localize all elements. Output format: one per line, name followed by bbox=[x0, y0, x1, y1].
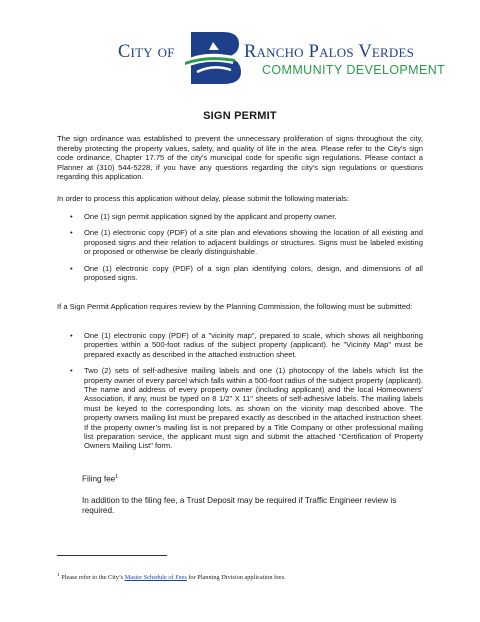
list-item-text: One (1) electronic copy (PDF) of a site plan and elevations showing the location of all existing and proposed signs and their relation to adjacent buildings or structures. Signs must be labeled existing or proposed or otherwise be clearly distinguishable. bbox=[84, 228, 423, 257]
list-item-text: One (1) electronic copy (PDF) of a sign plan identifying colors, design, and dimensions of all proposed signs. bbox=[84, 263, 423, 283]
list-item-text: One (1) electronic copy (PDF) of a "vicinity map", prepared to scale, which shows all neighboring properties within a 500-foot radius of the subject property (applicant). he "Vicinity Map" must be prepared exactly as described in the attached instruction sheet. bbox=[84, 331, 423, 359]
footnote-ref[interactable]: 1 bbox=[115, 474, 119, 480]
footnote-text-before: Please refer to the City’s bbox=[59, 574, 125, 582]
city-logo-mark-icon bbox=[183, 30, 245, 84]
list-item bbox=[57, 212, 423, 221]
footnote bbox=[57, 572, 286, 581]
list-item-text: One (1) sign permit application signed by the applicant and property owner. bbox=[84, 212, 337, 221]
intro-paragraph: The sign ordinance was established to prevent the unnecessary proliferation of signs throughout the city, thereby protecting the property values, safety, and quality of life in the area. Please refer to the City’s sign code ordinance, Chapter 17.75 of the city's municipal code for specific sign regulations. Please contact a Planner at (310) 544-5228, if you have any questions regarding the city's sign regulations or questions regarding this application. bbox=[57, 134, 423, 182]
materials-list bbox=[57, 212, 423, 289]
list-item bbox=[57, 228, 423, 256]
bullet-icon: • bbox=[70, 212, 73, 221]
bullet-icon: • bbox=[70, 228, 73, 238]
trust-deposit-paragraph: In addition to the filing fee, a Trust Deposit may be required if Traffic Engineer review is required. bbox=[82, 496, 397, 516]
commission-list bbox=[57, 331, 423, 458]
materials-intro: In order to process this application without delay, please submit the following materials: bbox=[57, 194, 349, 203]
footnote-text-after: for Planning Division application fees. bbox=[186, 574, 286, 582]
commission-intro: If a Sign Permit Application requires review by the Planning Commission, the following must be submitted: bbox=[57, 302, 413, 311]
footnote-divider bbox=[57, 555, 167, 556]
filing-fee-text: Filing fee bbox=[82, 474, 116, 484]
letterhead bbox=[0, 30, 480, 82]
list-item bbox=[57, 366, 423, 451]
master-schedule-of-fees-link[interactable]: Master Schedule of Fees bbox=[124, 574, 187, 582]
bullet-icon: • bbox=[70, 263, 73, 273]
logo-text-left: City of bbox=[118, 42, 175, 62]
list-item bbox=[57, 264, 423, 283]
logo-text-right: Rancho Palos Verdes bbox=[244, 42, 415, 62]
list-item bbox=[57, 331, 423, 359]
filing-fee-label bbox=[82, 474, 118, 484]
bullet-icon: • bbox=[70, 366, 73, 376]
footnote-mark: 1 bbox=[57, 572, 60, 578]
list-item-text: Two (2) sets of self-adhesive mailing labels and one (1) photocopy of the labels which list the property owner of every parcel which falls within a 500-foot radius of the subject property (applicant). The name and address of every property owner (including applicant) and the local Homeowners’ Association, if any, must be typed on 8 1/2" X 11" sheets of self-adhesive labels. The mailing labels must be keyed to the corresponding lots, as shown on the vicinity map described above. The property owners mailing list must be prepared exactly as described in the attached instruction sheet. If the property owner’s mailing list is not prepared by a Title Company or other professional mailing list preparation service, the applicant must sign and submit the attached "Certification of Property Owners Mailing List" form. bbox=[84, 366, 423, 451]
bullet-icon: • bbox=[70, 331, 73, 340]
logo-subtitle: COMMUNITY DEVELOPMENT bbox=[262, 63, 446, 77]
document-title: SIGN PERMIT bbox=[203, 110, 277, 122]
